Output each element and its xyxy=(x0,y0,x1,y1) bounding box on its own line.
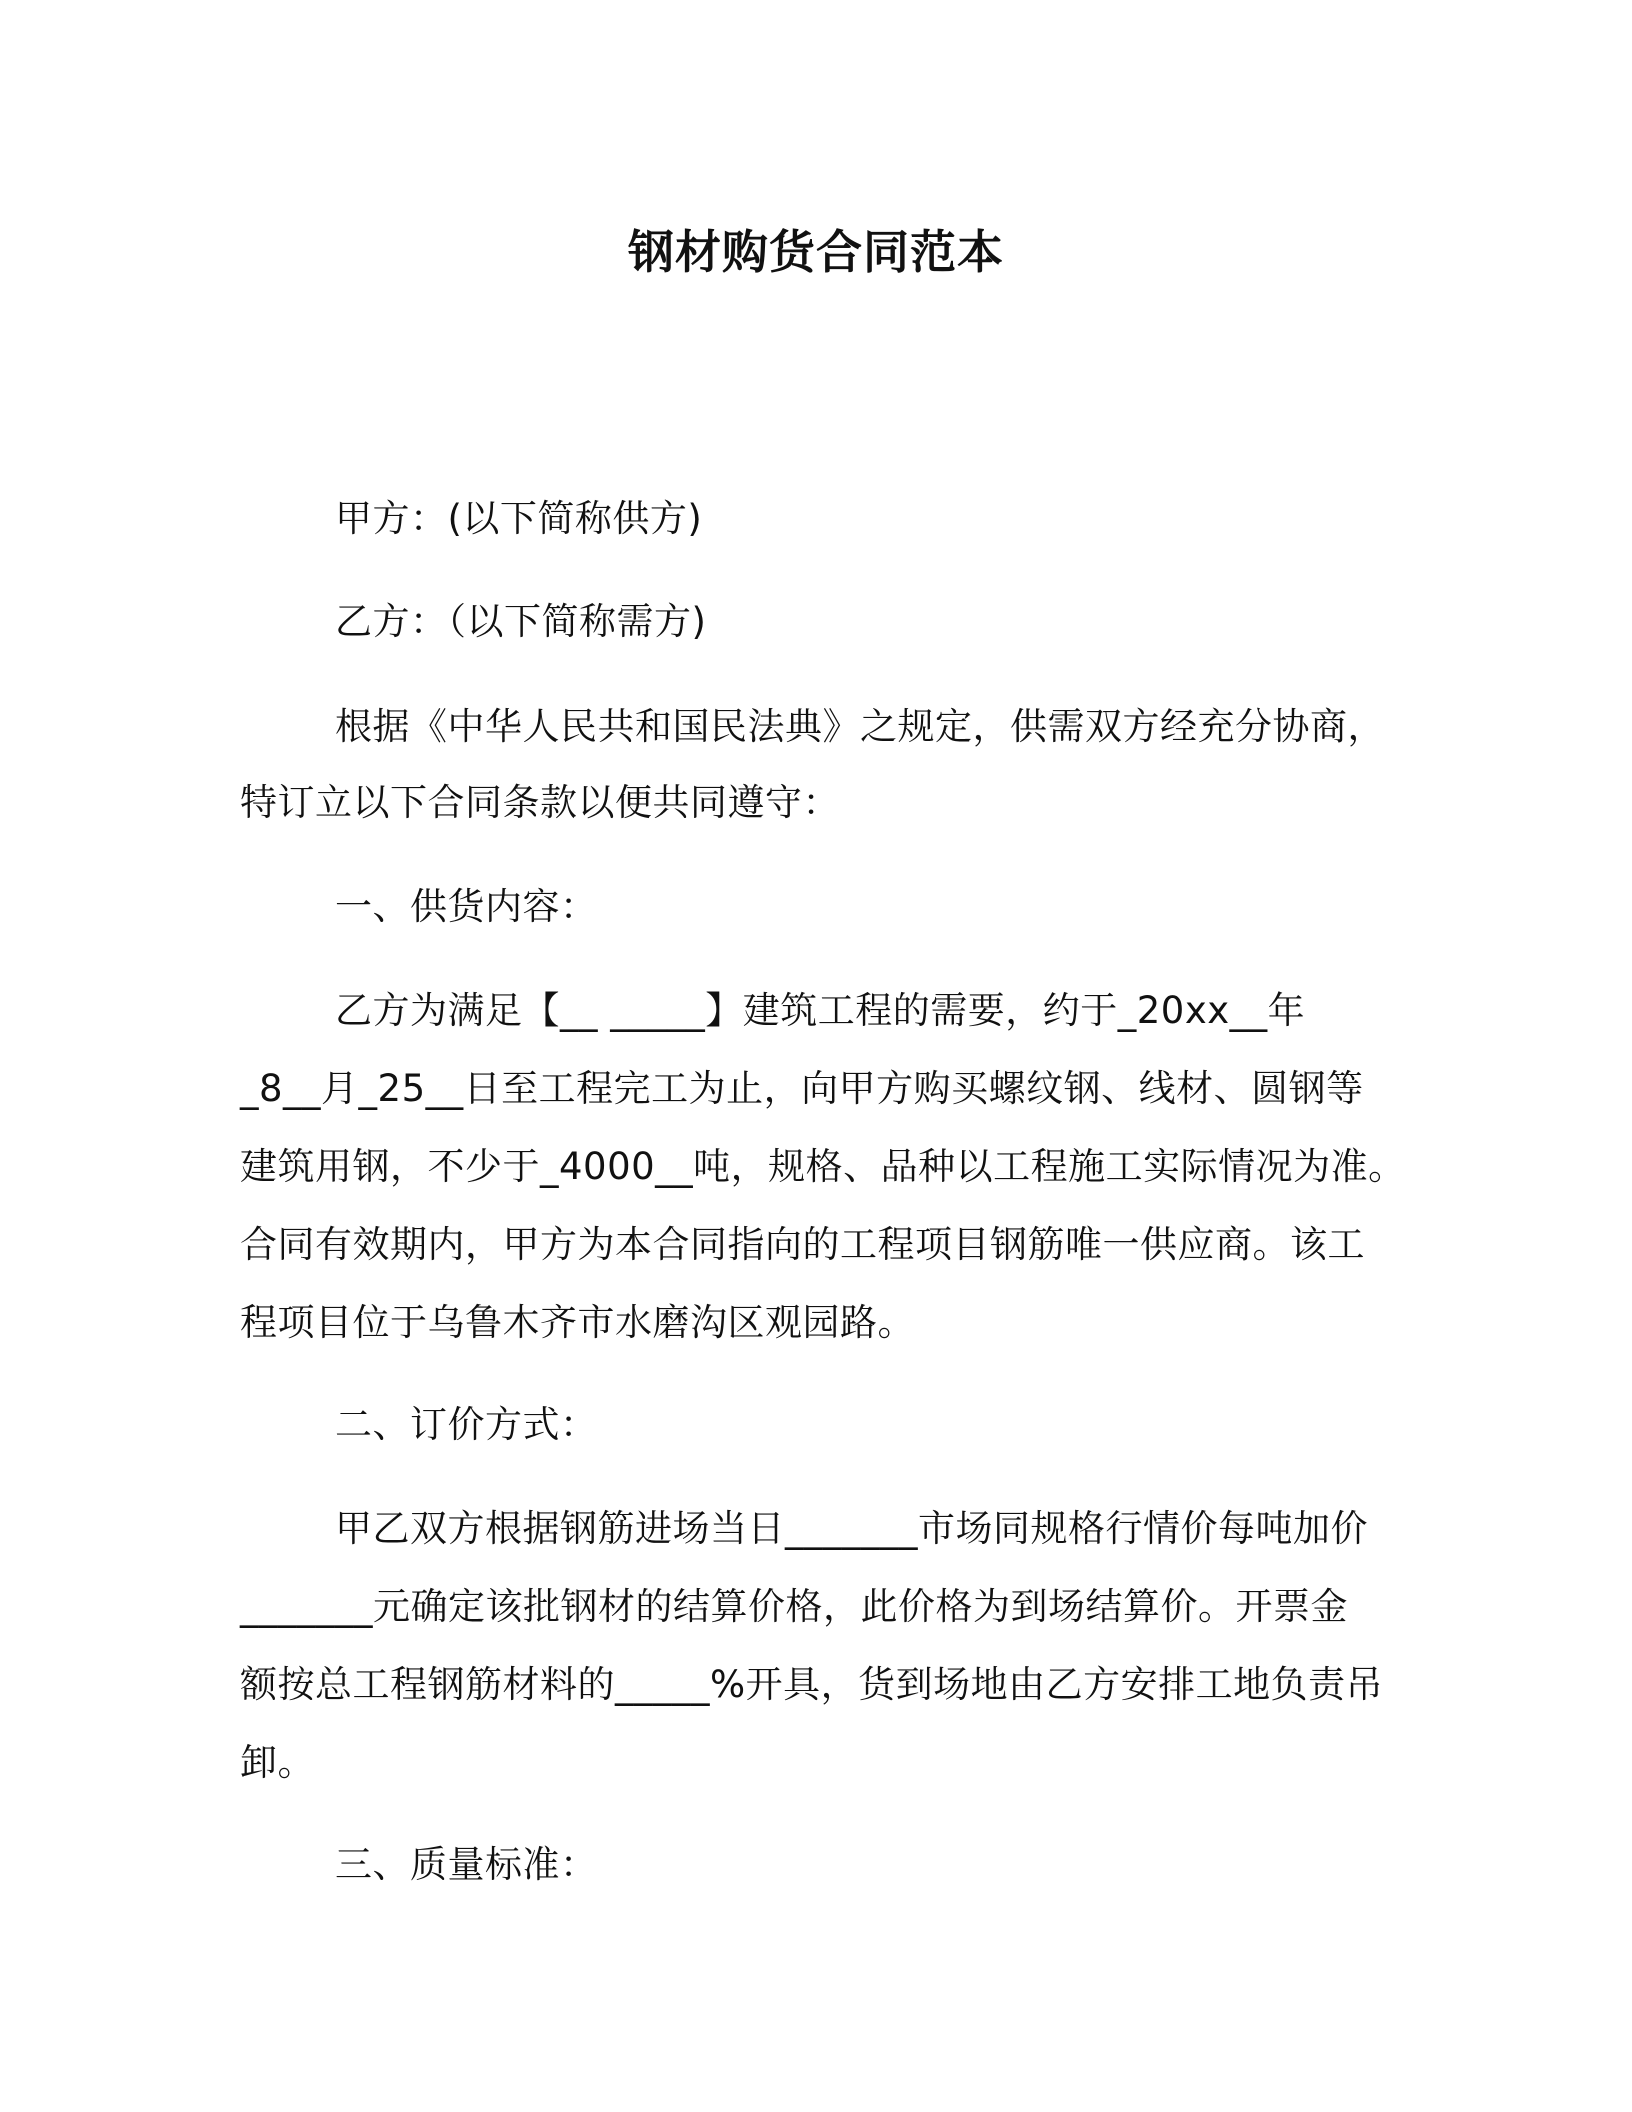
section-1-line-2: _8__月_25__日至工程完工为止，向甲方购买螺纹钢、线材、圆钢等 xyxy=(240,1067,1364,1110)
section-1-line-1: 乙方为满足【__ _____】建筑工程的需要，约于_20xx__年 xyxy=(335,989,1306,1032)
section-2-line-1: 甲乙双方根据钢筋进场当日_______市场同规格行情价每吨加价 xyxy=(335,1507,1368,1550)
section-2-line-2: _______元确定该批钢材的结算价格，此价格为到场结算价。开票金 xyxy=(240,1585,1348,1628)
section-1-line-3: 建筑用钢，不少于_4000__吨，规格、品种以工程施工实际情况为准。 xyxy=(240,1145,1406,1188)
preamble-line-1: 根据《中华人民共和国民法典》之规定，供需双方经充分协商， xyxy=(335,705,1385,748)
party-a-line: 甲方：(以下简称供方) xyxy=(335,497,703,540)
section-1-heading: 一、供货内容： xyxy=(335,885,598,928)
section-2-line-3: 额按总工程钢筋材料的_____%开具，货到场地由乙方安排工地负责吊 xyxy=(240,1663,1384,1706)
preamble-line-2: 特订立以下合同条款以便共同遵守： xyxy=(240,781,840,824)
section-1-line-5: 程项目位于乌鲁木齐市水磨沟区观园路。 xyxy=(240,1301,915,1344)
document-title: 钢材购货合同范本 xyxy=(628,225,1004,279)
section-2-line-4: 卸。 xyxy=(240,1741,315,1784)
party-b-line: 乙方：（以下简称需方) xyxy=(335,600,707,643)
section-2-heading: 二、订价方式： xyxy=(335,1403,598,1446)
section-3-heading: 三、质量标准： xyxy=(335,1843,598,1886)
section-1-line-4: 合同有效期内，甲方为本合同指向的工程项目钢筋唯一供应商。该工 xyxy=(240,1223,1365,1266)
